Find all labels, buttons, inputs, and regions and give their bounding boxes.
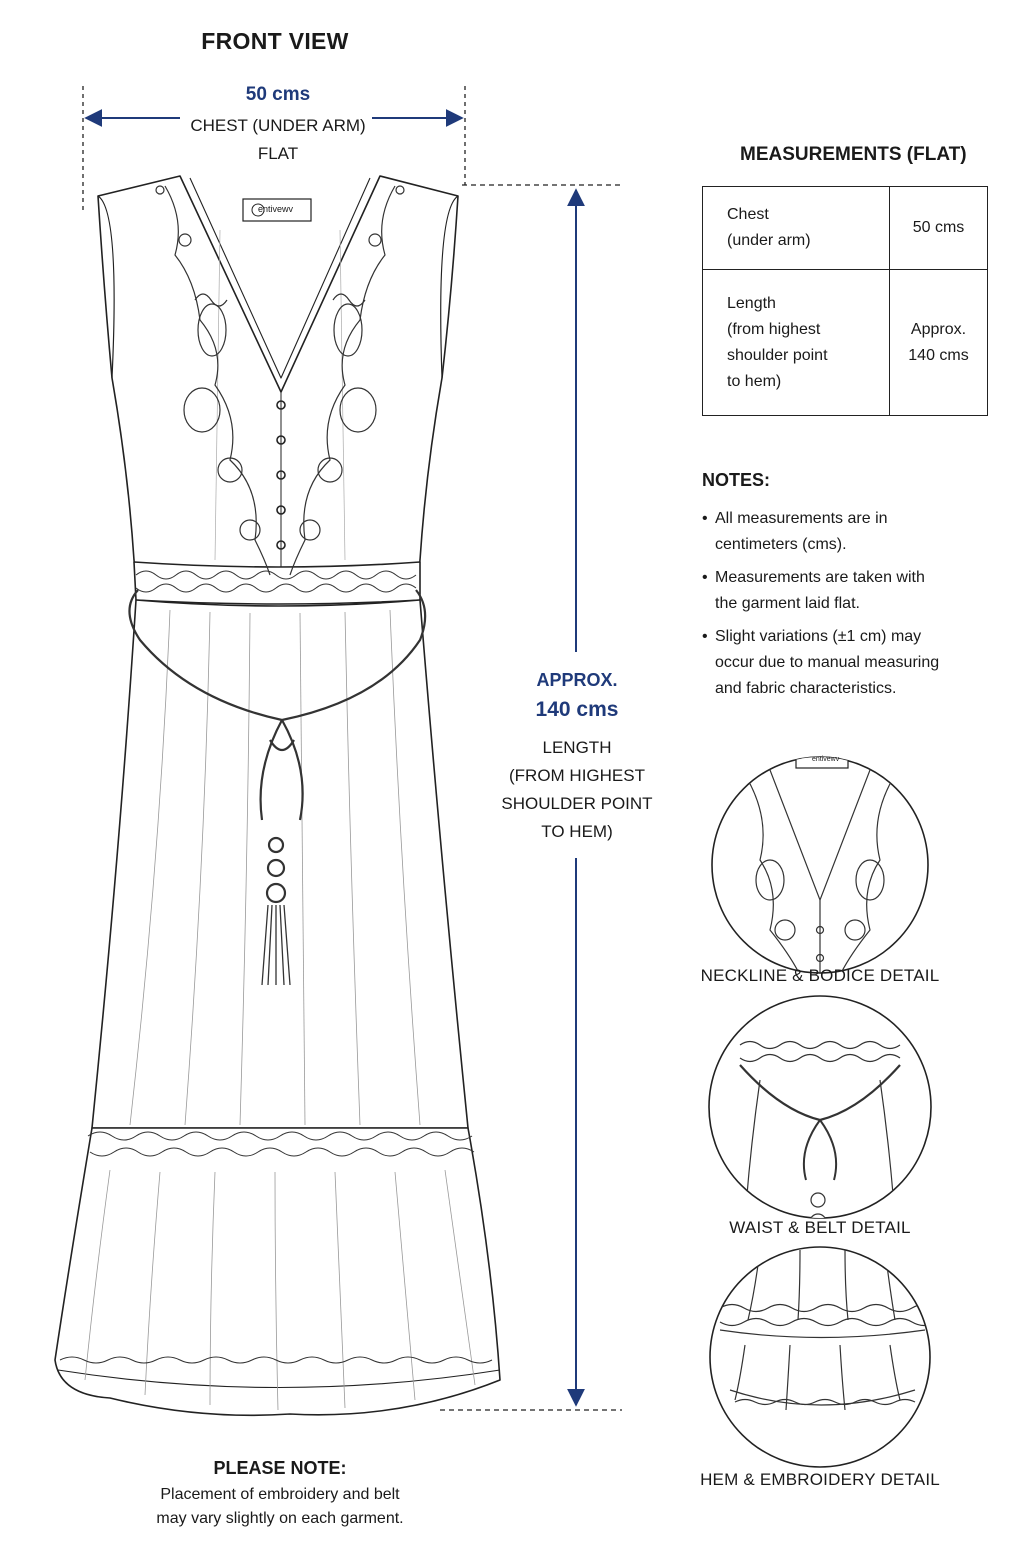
table-value-cell [890,270,988,416]
belt-detail-circle [709,996,931,1230]
note-item: • Slight variations (±1 cm) may occur due to manual measuring and fabric characteristics. [702,624,947,702]
table-key-line: to hem) [727,372,782,390]
table-row [703,187,988,270]
neckline-detail-circle [712,754,928,975]
brand-label-text: entivewv [258,204,294,214]
note-item: • Measurements are taken with the garment laid flat. [702,565,947,617]
please-note-title: PLEASE NOTE: [213,1458,347,1478]
length-label-line: LENGTH [542,738,612,757]
notes-title: NOTES: [702,470,771,490]
chest-flat-label: FLAT [257,144,299,163]
please-note-line1: Placement of embroidery and belt [160,1486,400,1503]
table-key-cell [703,270,890,416]
please-note-line2: may vary slightly on each garment. [156,1510,404,1527]
table-value-line: Approx. [910,320,967,338]
neckline-detail-caption: NECKLINE & BODICE DETAIL [700,966,940,985]
length-value: 140 cms [535,698,619,721]
table-value-line: 50 cms [912,219,965,236]
table-key-line: (under arm) [727,232,811,249]
table-key-line: shoulder point [727,346,828,364]
brand-label-text-detail: entivewv [812,756,840,763]
table-value-cell [890,187,988,270]
dress-front-view [55,176,500,1415]
note-item: • All measurements are in centimeters (cms). [702,506,947,558]
length-approx: APPROX. [536,670,618,690]
table-row [703,270,988,416]
hem-detail-circle [710,1247,936,1467]
hem-detail-caption: HEM & EMBROIDERY DETAIL [700,1470,940,1489]
length-label [487,734,667,846]
measurements-table [702,186,988,416]
length-label-line: SHOULDER POINT [501,794,653,813]
table-key-line: Chest [727,206,769,223]
belt-detail-caption: WAIST & BELT DETAIL [729,1218,911,1237]
length-label-line: TO HEM) [541,822,613,841]
table-key-line: Length [727,294,776,312]
notes-list [702,506,947,709]
table-key-line: (from highest [727,320,821,338]
front-view-title: FRONT VIEW [201,28,349,54]
table-value-line: 140 cms [908,346,969,364]
chest-label: CHEST (UNDER ARM) [190,116,366,135]
length-label-line: (FROM HIGHEST [509,766,645,785]
chest-value: 50 cms [245,84,311,105]
measurements-title: MEASUREMENTS (FLAT) [740,144,967,165]
table-key-cell [703,187,890,270]
